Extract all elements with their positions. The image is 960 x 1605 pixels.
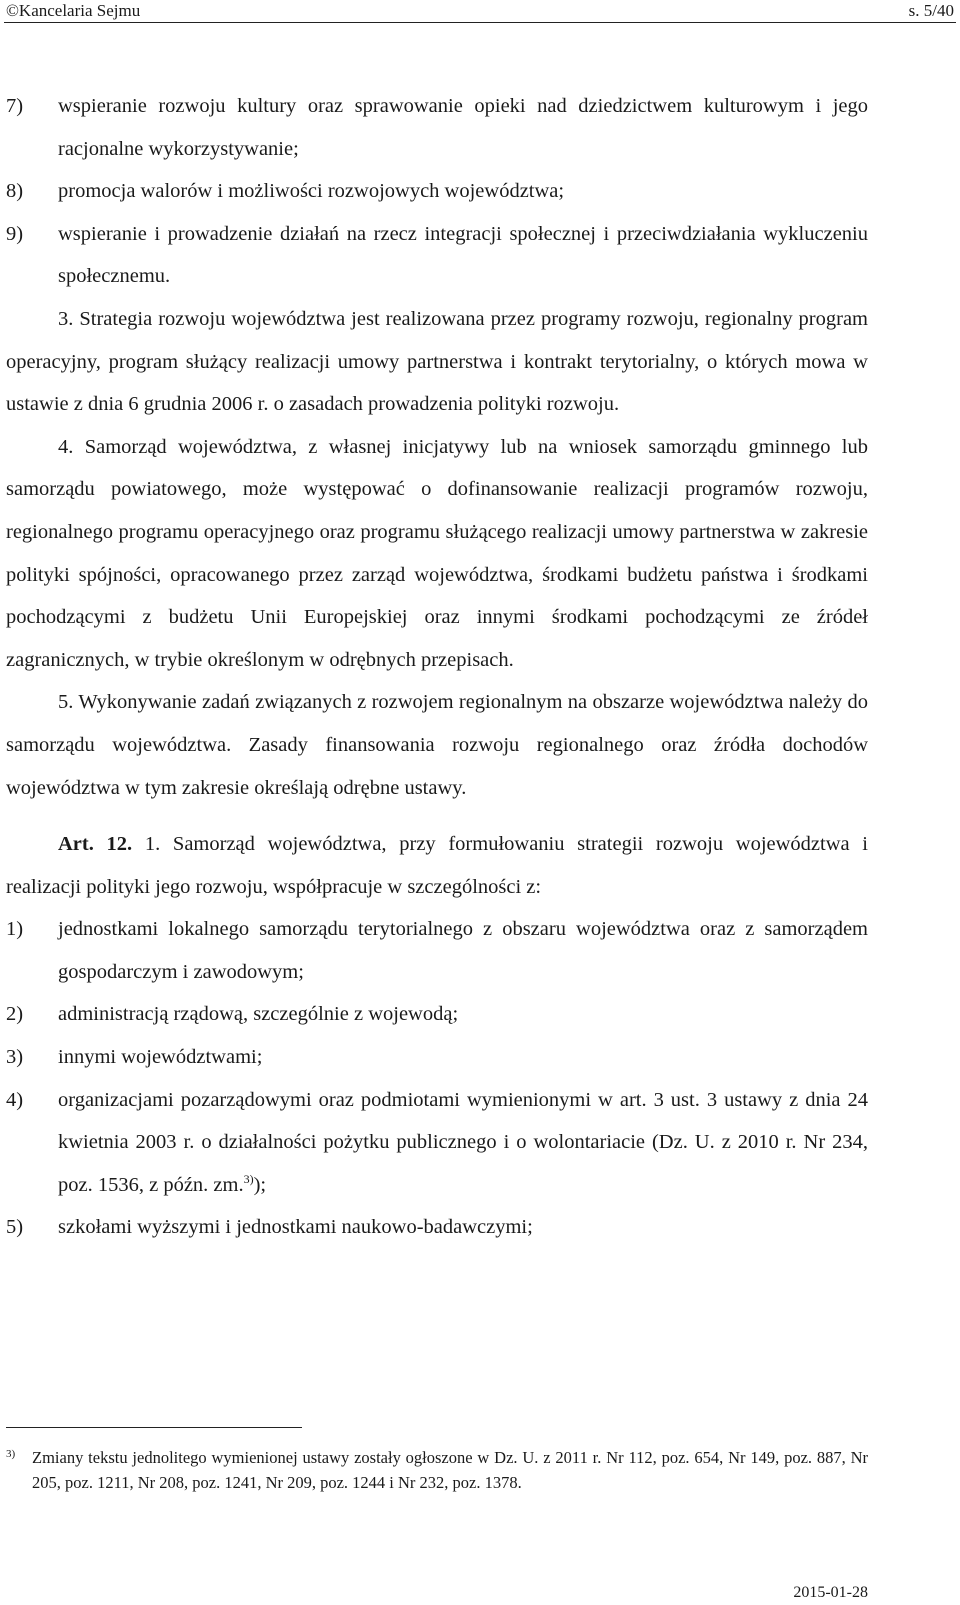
- list-item: [6, 993, 868, 1036]
- list-item-number: 1): [6, 918, 24, 941]
- list-item-number: 5): [6, 1216, 24, 1239]
- list-item-number: 8): [6, 180, 24, 203]
- copyright-label: ©Kancelaria Sejmu: [6, 1, 141, 20]
- header-rule: [4, 22, 956, 23]
- document-date: 2015-01-28: [793, 1584, 868, 1601]
- paragraph: 5. Wykonywanie zadań związanych z rozwojem regionalnym na obszarze województwa należy do samorządu województwa. Zasady finansowania rozwoju regionalnego oraz źródła dochodów województwa w tym zakresie określają odrębne ustawy.: [6, 691, 868, 799]
- paragraph: 3. Strategia rozwoju województwa jest realizowana przez programy rozwoju, regionalny program operacyjny, program służący realizacji umowy partnerstwa i kontrakt terytorialny, o których mowa w ustawie z dnia 6 grudnia 2006 r. o zasadach prowadzenia polityki rozwoju.: [6, 307, 868, 416]
- page-number: s. 5/40: [908, 1, 954, 20]
- list-item-text: wspieranie rozwoju kultury oraz sprawowanie opieki nad dziedzictwem kulturowym i jego racjonalne wykorzystywanie;: [58, 95, 868, 160]
- paragraph: 4. Samorząd województwa, z własnej inicjatywy lub na wniosek samorządu gminnego lub samorządu powiatowego, może występować o dofinansowanie realizacji programów rozwoju, regionalnego programu operacyjnego oraz programu służącego realizacji umowy partnerstwa w zakresie polityki spójności, opracowanego przez zarząd województwa, środkami budżetu państwa i środkami pochodzącymi z budżetu Unii Europejskiej oraz innymi środkami pochodzącymi ze źródeł zagranicznych, w trybie określonym w odrębnych przepisach.: [6, 435, 868, 671]
- footnote-separator: [6, 1427, 302, 1428]
- list-item: [6, 85, 868, 170]
- article-text: 1. Samorząd województwa, przy formułowaniu strategii rozwoju województwa i realizacji polityki jego rozwoju, współpracuje w szczególności z:: [6, 833, 868, 898]
- list-item-number: 7): [6, 95, 24, 117]
- footnote-text: Zmiany tekstu jednolitego wymienionej ustawy zostały ogłoszone w Dz. U. z 2011 r. Nr 112, poz. 654, Nr 149, poz. 887, Nr 205, poz. 1211, Nr 208, poz. 1241, Nr 209, poz. 1244 i Nr 232, poz. 1378.: [32, 1448, 868, 1492]
- list-item-text-tail: );: [253, 1173, 267, 1196]
- page-header: [0, 0, 960, 24]
- footnote: [6, 1446, 868, 1495]
- list-item-text: jednostkami lokalnego samorządu terytorialnego z obszaru województwa oraz z samorządem gospodarczym i zawodowym;: [58, 918, 868, 983]
- list-item-number: 3): [6, 1046, 24, 1069]
- list-item: [6, 170, 868, 213]
- list-item-number: 2): [6, 1003, 24, 1026]
- article-heading: Art. 12.: [58, 833, 133, 856]
- list-item-text: promocja walorów i możliwości rozwojowych województwa;: [58, 180, 565, 203]
- list-item-text: administracją rządową, szczególnie z wojewodą;: [58, 1003, 459, 1026]
- article-paragraph: [6, 823, 868, 908]
- list-item: [6, 1079, 868, 1207]
- list-item-text-main: organizacjami pozarządowymi oraz podmiotami wymienionymi w art. 3 ust. 3 ustawy z dnia 24 kwietnia 2003 r. o działalności pożytku publicznego i o wolontariacie (Dz. U. z 2010 r. Nr 234, poz. 1536, z późn. zm.: [58, 1088, 868, 1196]
- list-item-number: 9): [6, 222, 24, 245]
- list-item: [6, 213, 868, 298]
- document-body: [6, 85, 868, 1249]
- list-item-text: [58, 1079, 868, 1207]
- footnote-mark: 3): [6, 1448, 16, 1460]
- list-item-text: innymi województwami;: [58, 1046, 263, 1069]
- list-item-text: szkołami wyższymi i jednostkami naukowo-badawczymi;: [58, 1216, 533, 1239]
- list-item: [6, 1036, 868, 1079]
- list-item-text: wspieranie i prowadzenie działań na rzecz integracji społecznej i przeciwdziałania wykluczeniu społecznemu.: [58, 222, 868, 288]
- footnote-reference[interactable]: 3): [243, 1171, 254, 1186]
- list-item: [6, 1206, 868, 1249]
- list-item: [6, 908, 868, 993]
- list-item-number: 4): [6, 1088, 24, 1111]
